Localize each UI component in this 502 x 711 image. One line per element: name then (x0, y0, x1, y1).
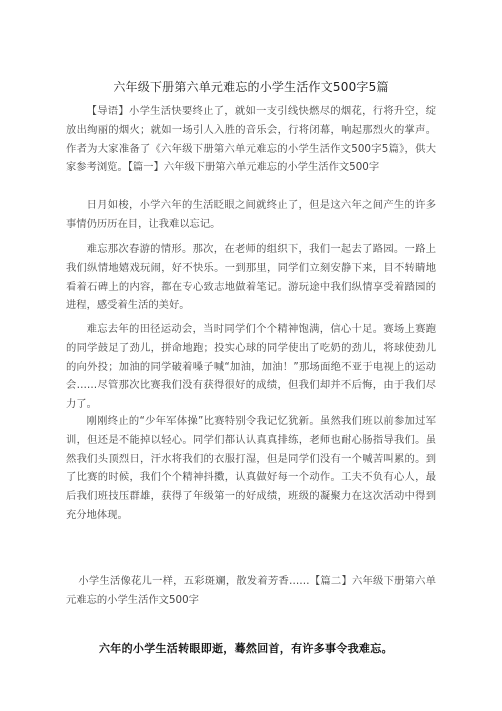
paragraph-2: 难忘那次春游的情形。那次，在老师的组织下，我们一起去了路园。一路上我们纵情地嬉戏玩闹，好不快乐。一到那里，同学们立刻安静下来，目不转睛地看着石碑上的内容，都在专心致志地做着笔记。游玩途中我们纵情享受着踏园的进程，感受着生活的美好。 (66, 243, 436, 312)
paragraph-1: 日月如梭，小学六年的生活眨眼之间就终止了，但是这六年之间产生的许多事情仍历历在目，让我难以忘记。 (66, 199, 436, 230)
paragraph-3: 难忘去年的田径运动会，当时同学们个个精神饱满，信心十足。赛场上赛跑的同学鼓足了劲儿，拼命地跑；投实心球的同学使出了吃奶的劲儿，将球使劲儿的向外投；加油的同学破着嗓子喊“加油，加油！”那场面绝不亚于电视上的运动会……尽管那次比赛我们没有获得很好的成绩，但我们却并不后悔，由于我们尽力了。 (66, 323, 436, 411)
paragraph-intro: 【导语】小学生活快要终止了，就如一支引线快燃尽的烟花，行将升空，绽放出绚丽的烟火；就如一场引人入胜的音乐会，行将闭幕，响起那烈火的掌声。作者为大家准备了《六年级下册第六单元难忘的小学生活作文500字5篇》，供大家参考浏览。【篇一】六年级下册第六单元难忘的小学生活作文500字 (66, 105, 436, 174)
document-title: 六年级下册第六单元难忘的小学生活作文500字5篇 (113, 80, 389, 94)
paragraph-4: 刚刚终止的“少年军体操”比赛特别令我记忆犹新。虽然我们班以前参加过军训，但还是不能掉以轻心。同学们都认认真真排练，老师也耐心肠指导我们。虽然我们头顶烈日，汗水将我们的衣服打湿，但是同学们没有一个喊苦叫累的。到了比赛的时候，我们个个精神抖擞，认真做好每一个动作。工夫不负有心人，最后我们班技压群雄，获得了年级第一的好成绩，班级的凝聚力在这次活动中得到充分地体现。 (66, 415, 436, 521)
paragraph-5: 小学生活像花儿一样，五彩斑斓，散发着芳香……【篇二】六年级下册第六单元难忘的小学生活作文500字 (66, 575, 436, 606)
bold-line: 六年的小学生活转眼即逝，蓦然回首，有许多事令我难忘。 (99, 642, 393, 655)
